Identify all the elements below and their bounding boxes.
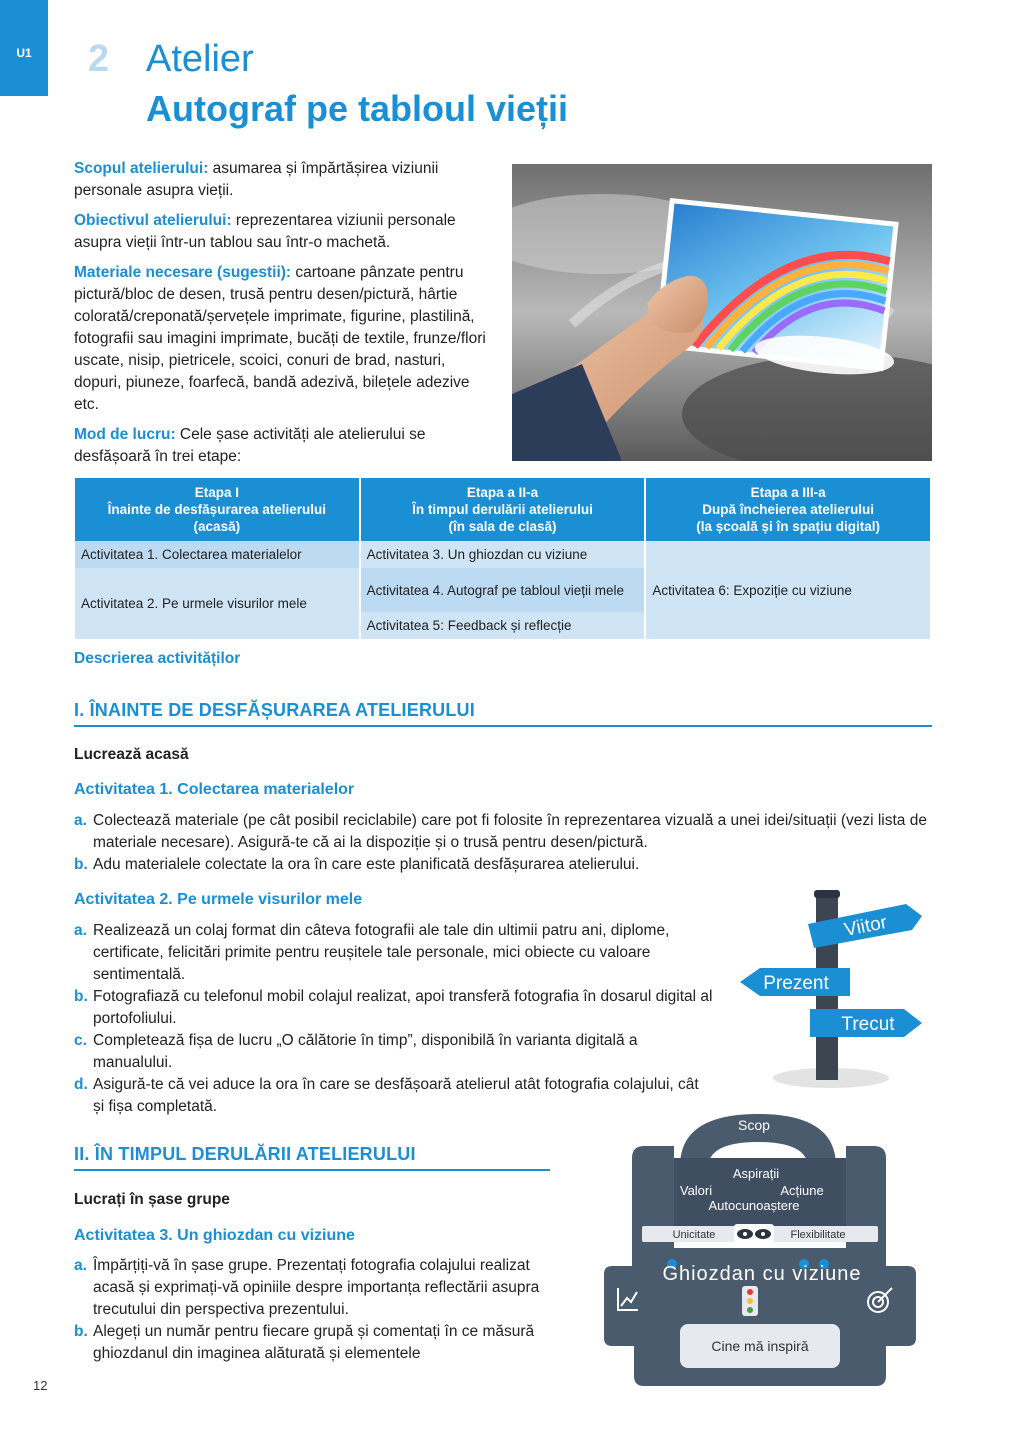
sign-present (740, 968, 850, 996)
list-item: d. Asigură-te că vei aduce la ora în care se desfășoară atelierul atât fotografia colajului, cât și fișa completată. (74, 1076, 699, 1115)
activity-3-title: Activitatea 3. Un ghiozdan cu viziune (74, 1227, 355, 1244)
backpack-title: Ghiozdan cu viziune (662, 1263, 862, 1285)
chapter-kind: Atelier (146, 38, 254, 80)
actiune-label: Acțiune (780, 1183, 824, 1198)
table-cell: Activitatea 3. Un ghiozdan cu viziune (361, 541, 645, 568)
table-cell: Activitatea 6: Expoziție cu viziune (646, 541, 930, 639)
list-item: a. Colectează materiale (pe cât posibil reciclabile) care pot fi folosite în reprezentarea vizuală a unei idei/situații (vezi lista de materiale necesare). Asigură-te că ai la dispoziție și o trusă pentru desen/pictură. (74, 812, 927, 851)
list-item: b. Fotografiază cu telefonul mobil colajul realizat, apoi transferă fotografia în dosarul digital al portofoliului. (74, 988, 713, 1027)
table-cell: Activitatea 2. Pe urmele visurilor mele (75, 568, 359, 639)
svg-text:Viitor: Viitor (842, 912, 889, 941)
stage-header-2: Etapa a II-a În timpul derulării atelierului (în sala de clasă) (361, 478, 645, 541)
sign-past (810, 1009, 922, 1037)
list-item: b. Adu materialele colectate la ora în care este planificată desfășurarea atelierului. (74, 856, 640, 873)
chapter-number: 2 (88, 38, 110, 80)
pocket-label: Cine mă inspiră (711, 1338, 809, 1354)
eyes-icon (734, 1224, 774, 1244)
activity-3-list (74, 1255, 550, 1365)
valori-label: Valori (679, 1183, 713, 1198)
svg-text:Prezent: Prezent (763, 973, 829, 994)
aspiratii-label: Aspirații (732, 1166, 780, 1181)
description-heading: Descrierea activităților (74, 650, 241, 667)
unicitate-label: Unicitate (672, 1229, 716, 1241)
section-2-subtitle: Lucrați în șase grupe (74, 1191, 230, 1208)
table-cell: Activitatea 1. Colectarea materialelor (75, 541, 359, 568)
activity-1-title: Activitatea 1. Colectarea materialelor (74, 781, 355, 798)
list-item: a. Împărțiți-vă în șase grupe. Prezentați fotografia colajului realizat acasă și exprimați-vă opiniile despre importanța reflectării asupra trecutului din perspectiva prezentului. (74, 1257, 540, 1318)
list-item: b. Alegeți un număr pentru fiecare grupă și comentați în ce măsură ghiozdanul din imaginea alăturată și elementele (74, 1323, 535, 1362)
activity-2-title: Activitatea 2. Pe urmele visurilor mele (74, 891, 363, 908)
table-cell: Activitatea 4. Autograf pe tabloul vieții mele (361, 568, 645, 612)
list-item: c. Completează fișa de lucru „O călătorie în timp”, disponibilă în varianta digitală a manualului. (74, 1032, 638, 1071)
intro-block (74, 158, 494, 476)
backpack-illustration (602, 1106, 918, 1388)
flexibilitate-label: Flexibilitate (790, 1229, 846, 1241)
activity-2-list (74, 920, 714, 1118)
list-item: a. Realizează un colaj format din câteva fotografii ale tale din ultimii patru ani, diplome, certificate, felicitări primite pentru reușitele tale personale, mici obiecte cu valoare sentimentală. (74, 922, 670, 983)
handle-label: Scop (738, 1117, 770, 1133)
intro-purpose: Scopul atelierului: asumarea și împărtășirea viziunii personale asupra vieții. (74, 160, 439, 199)
section-1-title: I. ÎNAINTE DE DESFĂȘURAREA ATELIERULUI (74, 700, 475, 720)
intro-objective: Obiectivul atelierului: reprezentarea viziunii personale asupra vieții într-un tablou sau într-o machetă. (74, 212, 456, 251)
signpost-illustration (736, 886, 926, 1094)
section-1-rule (74, 725, 932, 727)
activity-1-list (74, 810, 934, 876)
svg-text:Trecut: Trecut (841, 1014, 895, 1035)
table-cell: Activitatea 5: Feedback și reflecție (361, 612, 645, 639)
section-1-subtitle: Lucrează acasă (74, 746, 189, 763)
section-2-rule (74, 1169, 550, 1171)
stage-header-1: Etapa I Înainte de desfășurarea atelierului (acasă) (75, 478, 359, 541)
stage-header-3: Etapa a III-a După încheierea atelierului (la școală și în spațiu digital) (646, 478, 930, 541)
section-2-title: II. ÎN TIMPUL DERULĂRII ATELIERULUI (74, 1144, 416, 1164)
intro-method: Mod de lucru: Cele șase activități ale atelierului se desfășoară în trei etape: (74, 426, 426, 465)
chapter-title: Autograf pe tabloul vieții (146, 88, 569, 129)
page-number: 12 (33, 1378, 48, 1393)
stages-table (73, 478, 932, 639)
hand-rainbow-photo (512, 164, 932, 461)
intro-materials: Materiale necesare (sugestii): cartoane pânzate pentru pictură/bloc de desen, trusă pentru desen/pictură, hârtie colorată/creponată/șervețele imprimate, figurine, plastilină, fotografii sau imagini imprimate, bucăți de textile, frunze/flori uscate, nisip, pietricele, scoici, conuri de brad, nasturi, dopuri, piuneze, foarfecă, bandă adezivă, bilețele adezive etc. (74, 264, 486, 413)
unit-tab: U1 (0, 0, 48, 96)
traffic-light-icon (742, 1286, 758, 1316)
autocunoastere-label: Autocunoaștere (708, 1198, 800, 1213)
